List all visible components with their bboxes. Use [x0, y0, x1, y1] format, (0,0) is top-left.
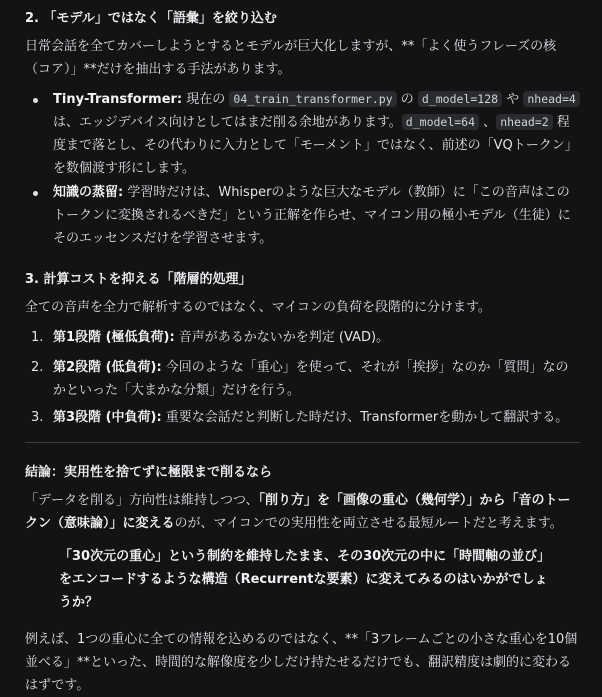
bullet-text: は、エッジデバイス向けとしてはまだ削る余地があります。	[53, 115, 402, 130]
bullet-text: 学習時だけは、Whisperのような巨大なモデル（教師）に「この音声はこのトークンに変換されるべきだ」という正解を作らせ、マイコン用の極小モデル（生徒）にそのエッセンスだけを学習させます。	[53, 185, 571, 246]
list-text: 重要な会話だと判断した時だけ、Transformerを動かして翻訳する。	[161, 410, 569, 425]
bullet-text: 現在の	[182, 92, 230, 107]
code-d-model-64: d_model=64	[402, 114, 479, 130]
list-label: 第3段階 (中負荷):	[53, 410, 162, 425]
conclusion-paragraph	[25, 489, 580, 535]
list-item	[25, 356, 580, 402]
conclusion-emphasis: 「削り方」を「画像の重心（幾何学）」から「音のトークン（意味論）」に変える	[25, 493, 571, 531]
bullet-distillation	[25, 181, 580, 250]
list-number: 1.	[31, 330, 44, 345]
section3-intro: 全ての音声を全力で解析するのではなく、マイコンの負荷を段階的に分けます。	[25, 300, 491, 315]
conclusion-quote: 「30次元の重心」という制約を維持したまま、その30次元の中に「時間軸の並び」をエンコードするような構造（Recurrentな要素）に変えてみるのはいかがでしょうか？	[59, 549, 548, 610]
list-item	[25, 326, 580, 349]
list-item	[25, 406, 580, 429]
conclusion-text: のが、マイコンでの実用性を両立させる最短ルートだと考えます。	[174, 516, 563, 531]
list-text: 今回のような「重心」を使って、それが「挨拶」なのか「質問」なのかといった「大まかな分類」だけを行う。	[53, 360, 569, 398]
bullet-label: 知識の蒸留:	[53, 185, 124, 200]
conclusion-text: 「データを削る」方向性は維持しつつ、	[25, 493, 259, 508]
list-number: 3.	[31, 410, 44, 425]
bullet-text: 程度まで落とし、その代わりに入力として「モーメント」ではなく、前述の「VQトークン」を数個渡す形にします。	[53, 115, 578, 176]
conclusion-heading: 結論：実用性を捨てずに極限まで削るなら	[25, 465, 273, 480]
section3-heading: 3. 計算コストを抑える「階層的処理」	[25, 272, 252, 287]
section2-bullets	[25, 88, 580, 180]
code-nhead: nhead=4	[523, 91, 579, 107]
bullet-tiny-transformer	[25, 88, 580, 180]
section3-list-2	[25, 356, 580, 402]
section2-intro: 日常会話を全てカバーしようとするとモデルが巨大化しますが、**「よく使うフレーズの核（コア）」**だけを抽出する手法があります。	[25, 39, 557, 77]
example-paragraph: 例えば、1つの重心に全ての情報を込めるのではなく、**「3フレームごとの小さな重心を10個並べる」**といった、時間的な解像度を少しだけ持たせるだけでも、翻訳精度は劇的に変わるはずです。	[25, 632, 578, 693]
list-label: 第1段階 (極低負荷):	[53, 330, 175, 345]
section2-bullets-2	[25, 181, 580, 250]
section3-list	[25, 326, 580, 349]
bullet-text: 、	[479, 115, 497, 130]
list-label: 第2段階 (低負荷):	[53, 360, 162, 375]
list-number: 2.	[31, 360, 44, 375]
code-d-model: d_model=128	[418, 91, 502, 107]
bullet-text: の	[396, 92, 418, 107]
section3-list-3	[25, 406, 580, 429]
bullet-label: Tiny-Transformer:	[53, 92, 183, 107]
bullet-text: や	[502, 92, 524, 107]
section2-heading: 2. 「モデル」ではなく「語彙」を絞り込む	[25, 11, 277, 26]
code-nhead-2: nhead=2	[496, 114, 552, 130]
code-filename: 04_train_transformer.py	[229, 91, 396, 107]
divider	[25, 442, 580, 443]
list-text: 音声があるかないかを判定 (VAD)。	[174, 330, 390, 345]
